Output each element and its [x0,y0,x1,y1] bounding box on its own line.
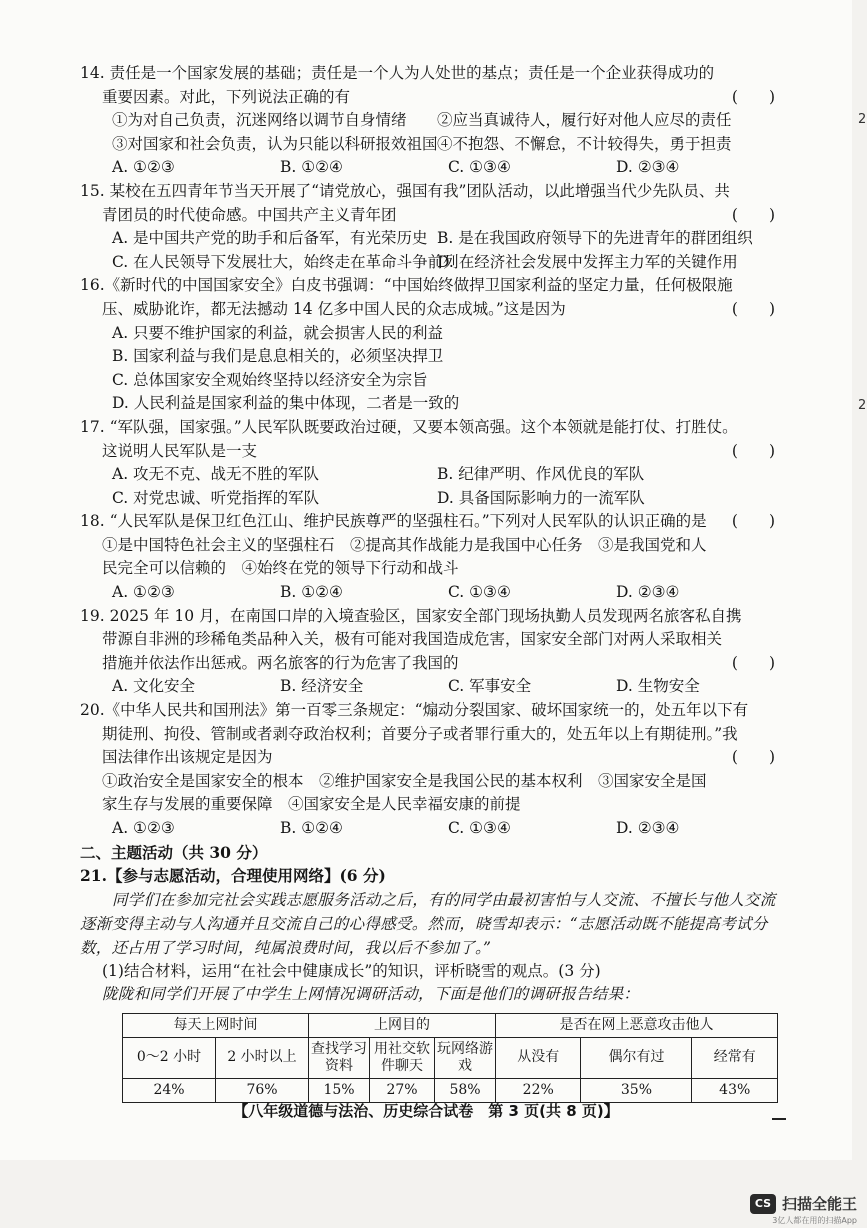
option-d[interactable]: D. ②③④ [616,819,680,837]
q14-statements-row-2 [80,133,785,157]
scanner-watermark [750,1193,857,1214]
table-column-header: 从没有 [496,1037,581,1078]
answer-paren: ( ) [731,441,775,460]
q16-stem-text: 压、威胁讹诈，都无法撼动 14 亿多中国人民的众志成城。”这是因为 [102,299,566,318]
question-19 [80,605,785,699]
question-20 [80,699,785,841]
table-cell: 24% [123,1078,216,1102]
q16-stem-line-1: 16.《新时代的中国国家安全》白皮书强调：“中国始终做捍卫国家利益的坚定力量，任何极限施 [80,276,733,295]
table-column-header: 2 小时以上 [216,1037,309,1078]
q15-stem-line-2 [80,204,785,228]
q17-stem-line-1: 17. “军队强，国家强。”人民军队既要政治过硬，又要本领高强。这个本领就是能打仗、打胜仗。 [80,417,738,436]
q19-stem-line-3 [80,652,785,676]
q14-statement-1: ①为对自己负责，沉迷网络以调节自身情绪 [112,111,407,130]
option-c[interactable]: C. ①③④ [448,819,511,837]
option-b[interactable]: B. 国家利益与我们是息息相关的，必须坚决捍卫 [112,347,444,366]
answer-paren: ( ) [731,653,775,672]
option-a[interactable]: A. 是中国共产党的助手和后备军，有光荣历史 [112,229,428,248]
question-17 [80,416,785,510]
q17-options-row-2 [80,487,785,511]
q14-options [80,156,785,180]
option-b[interactable]: B. ①②④ [280,819,343,837]
camscanner-logo-icon: CS [750,1194,776,1214]
q18-statements-line-1: ①是中国特色社会主义的坚强柱石 ②提高其作战能力是我国中心任务 ③是我国党和人 [102,535,707,554]
q14-statements-row-1 [80,109,785,133]
q19-stem-text: 措施并依法作出惩戒。两名旅客的行为危害了我国的 [102,653,459,672]
q15-stem-line-1: 15. 某校在五四青年节当天开展了“请党放心，强国有我”团队活动，以此增强当代少先队员、共 [80,181,730,200]
option-c[interactable]: C. 军事安全 [448,677,532,696]
option-d[interactable]: D. 人民利益是国家利益的集中体现，二者是一致的 [112,394,460,413]
table-column-header: 用社交软件聊天 [370,1037,435,1078]
option-c[interactable]: C. 对党忠诚、听党指挥的军队 [112,488,320,507]
q18-stem-line-1 [80,510,785,534]
table-cell: 22% [496,1078,581,1102]
q15-stem-text: 青团员的时代使命感。中国共产主义青年团 [102,205,397,224]
q20-stem-line-1: 20.《中华人民共和国刑法》第一百零三条规定：“煽动分裂国家、破坏国家统一的，处五年以下有 [80,701,749,720]
option-c[interactable]: C. ①③④ [448,583,511,602]
q20-statements-line-2: 家生存与发展的重要保障 ④国家安全是人民幸福安康的前提 [102,795,521,814]
answer-paren: ( ) [731,748,775,767]
option-a[interactable]: A. ①②③ [112,819,175,837]
option-a[interactable]: A. 只要不维护国家的利益，就会损害人民的利益 [112,323,444,342]
table-cell: 43% [692,1078,778,1102]
q17-stem-text: 这说明人民军队是一支 [102,441,258,460]
section-2-heading: 二、主题活动（共 30 分） [80,842,268,862]
q14-stem-text: 重要因素。对此，下列说法正确的有 [102,87,351,106]
survey-intro: 陇陇和同学们开展了中学生上网情况调研活动，下面是他们的调研报告结果： [102,985,640,1004]
option-d[interactable]: D. 在经济社会发展中发挥主力军的关键作用 [437,252,738,271]
option-c[interactable]: C. ①③④ [448,158,511,177]
option-b[interactable]: B. 经济安全 [280,677,364,696]
table-cell: 15% [309,1078,370,1102]
table-group-header: 上网目的 [309,1013,496,1037]
q19-options [80,675,785,699]
q18-stem-text: 18. “人民军队是保卫红色江山、维护民族尊严的坚强柱石。”下列对人民军队的认识正确的是 [80,512,707,531]
option-b[interactable]: B. ①②④ [280,583,343,602]
option-d[interactable]: D. 生物安全 [616,677,700,696]
option-d[interactable]: D. 具备国际影响力的一流军队 [437,488,645,507]
scanner-app-name: 扫描全能王 [781,1195,857,1213]
table-column-header: 经常有 [692,1037,778,1078]
q14-statement-4: ④不抱怨、不懈怠，不计较得失，勇于担责 [437,134,732,153]
table-row [123,1078,778,1102]
option-a[interactable]: A. ①②③ [112,583,175,602]
table-column-header: 查找学习资料 [309,1037,370,1078]
q17-options-row-1 [80,463,785,487]
corner-dash [772,1118,786,1120]
option-c[interactable]: C. 总体国家安全观始终坚持以经济安全为宗旨 [112,370,428,389]
survey-table [122,1013,778,1103]
exam-content [80,62,785,1103]
q20-statements-line-1: ①政治安全是国家安全的根本 ②维护国家安全是我国公民的基本权利 ③国家安全是国 [102,771,707,790]
page-footer: 【八年级道德与法治、历史综合试卷 第 3 页(共 8 页)】 [233,1102,619,1120]
edge-mark: 2 [858,112,867,127]
answer-paren: ( ) [731,87,775,106]
table-cell: 27% [370,1078,435,1102]
option-d[interactable]: D. ②③④ [616,158,680,177]
table-cell: 58% [435,1078,496,1102]
answer-paren: ( ) [731,205,775,224]
table-subheader-row [123,1037,778,1078]
option-a[interactable]: A. 文化安全 [112,677,196,696]
q15-options-row-1 [80,227,785,251]
q19-stem-line-2: 带源自非洲的珍稀龟类品种入关，极有可能对我国造成危害，国家安全部门对两人采取相关 [102,630,723,649]
option-c[interactable]: C. 在人民领导下发展壮大，始终走在革命斗争前列 [112,252,459,271]
table-cell: 35% [581,1078,692,1102]
answer-paren: ( ) [731,299,775,318]
table-column-header: 偶尔有过 [581,1037,692,1078]
question-14 [80,62,785,180]
q18-statements-line-2: 民完全可以信赖的 ④始终在党的领导下行动和战斗 [102,559,459,578]
q20-stem-text: 国法律作出该规定是因为 [102,748,273,767]
q14-stem-line-1: 14. 责任是一个国家发展的基础；责任是一个人为人处世的基点；责任是一个企业获得成功的 [80,64,715,82]
option-a[interactable]: A. ①②③ [112,158,175,177]
table-header-row [123,1013,778,1037]
option-b[interactable]: B. 是在我国政府领导下的先进青年的群团组织 [437,229,753,248]
q20-options [80,817,785,841]
table-column-header: 玩网络游戏 [435,1037,496,1078]
q14-statement-3: ③对国家和社会负责，认为只能以科研报效祖国 [112,134,438,153]
q20-stem-line-2: 期徒刑、拘役、管制或者剥夺政治权利；首要分子或者罪行重大的，处五年以上有期徒刑。”我 [102,724,738,743]
question-16 [80,274,785,416]
question-18 [80,510,785,604]
answer-paren: ( ) [731,512,775,531]
edge-mark: 2 [858,398,867,413]
q21-title: 21.【参与志愿活动，合理使用网络】(6 分) [80,866,386,886]
table-cell: 76% [216,1078,309,1102]
option-d[interactable]: D. ②③④ [616,583,680,602]
table-group-header: 每天上网时间 [123,1013,309,1037]
table-group-header: 是否在网上恶意攻击他人 [496,1013,778,1037]
q16-stem-line-2 [80,298,785,322]
q21-sub-question-1: (1)结合材料，运用“在社会中健康成长”的知识，评析晓雪的观点。(3 分) [102,961,601,980]
table-column-header: 0～2 小时 [123,1037,216,1078]
q15-options-row-2 [80,251,785,275]
option-a[interactable]: A. 攻无不克、战无不胜的军队 [112,465,320,484]
q20-stem-line-3 [80,746,785,770]
q14-statement-2: ②应当真诚待人，履行好对他人应尽的责任 [437,111,732,130]
q17-stem-line-2 [80,440,785,464]
question-15 [80,180,785,274]
q19-stem-line-1: 19. 2025 年 10 月，在南国口岸的入境查验区，国家安全部门现场执勤人员发现两名旅客私自携 [80,606,742,625]
q18-options [80,581,785,605]
option-b[interactable]: B. ①②④ [280,158,343,177]
q14-stem-line-2 [80,86,785,110]
q21-material: 同学们在参加完社会实践志愿服务活动之后，有的同学由最初害怕与人交流、不擅长与他人交流逐渐变得主动与人沟通并且交流自己的心得感受。然而，晓雪却表示：“志愿活动既不能提高考试分数，还占用了学习时间，纯属浪费时间，我以后不参加了。” [80,890,776,957]
option-b[interactable]: B. 纪律严明、作风优良的军队 [437,465,645,484]
scanner-tagline: 3亿人都在用的扫描App [772,1216,857,1225]
section-2 [80,841,785,1103]
